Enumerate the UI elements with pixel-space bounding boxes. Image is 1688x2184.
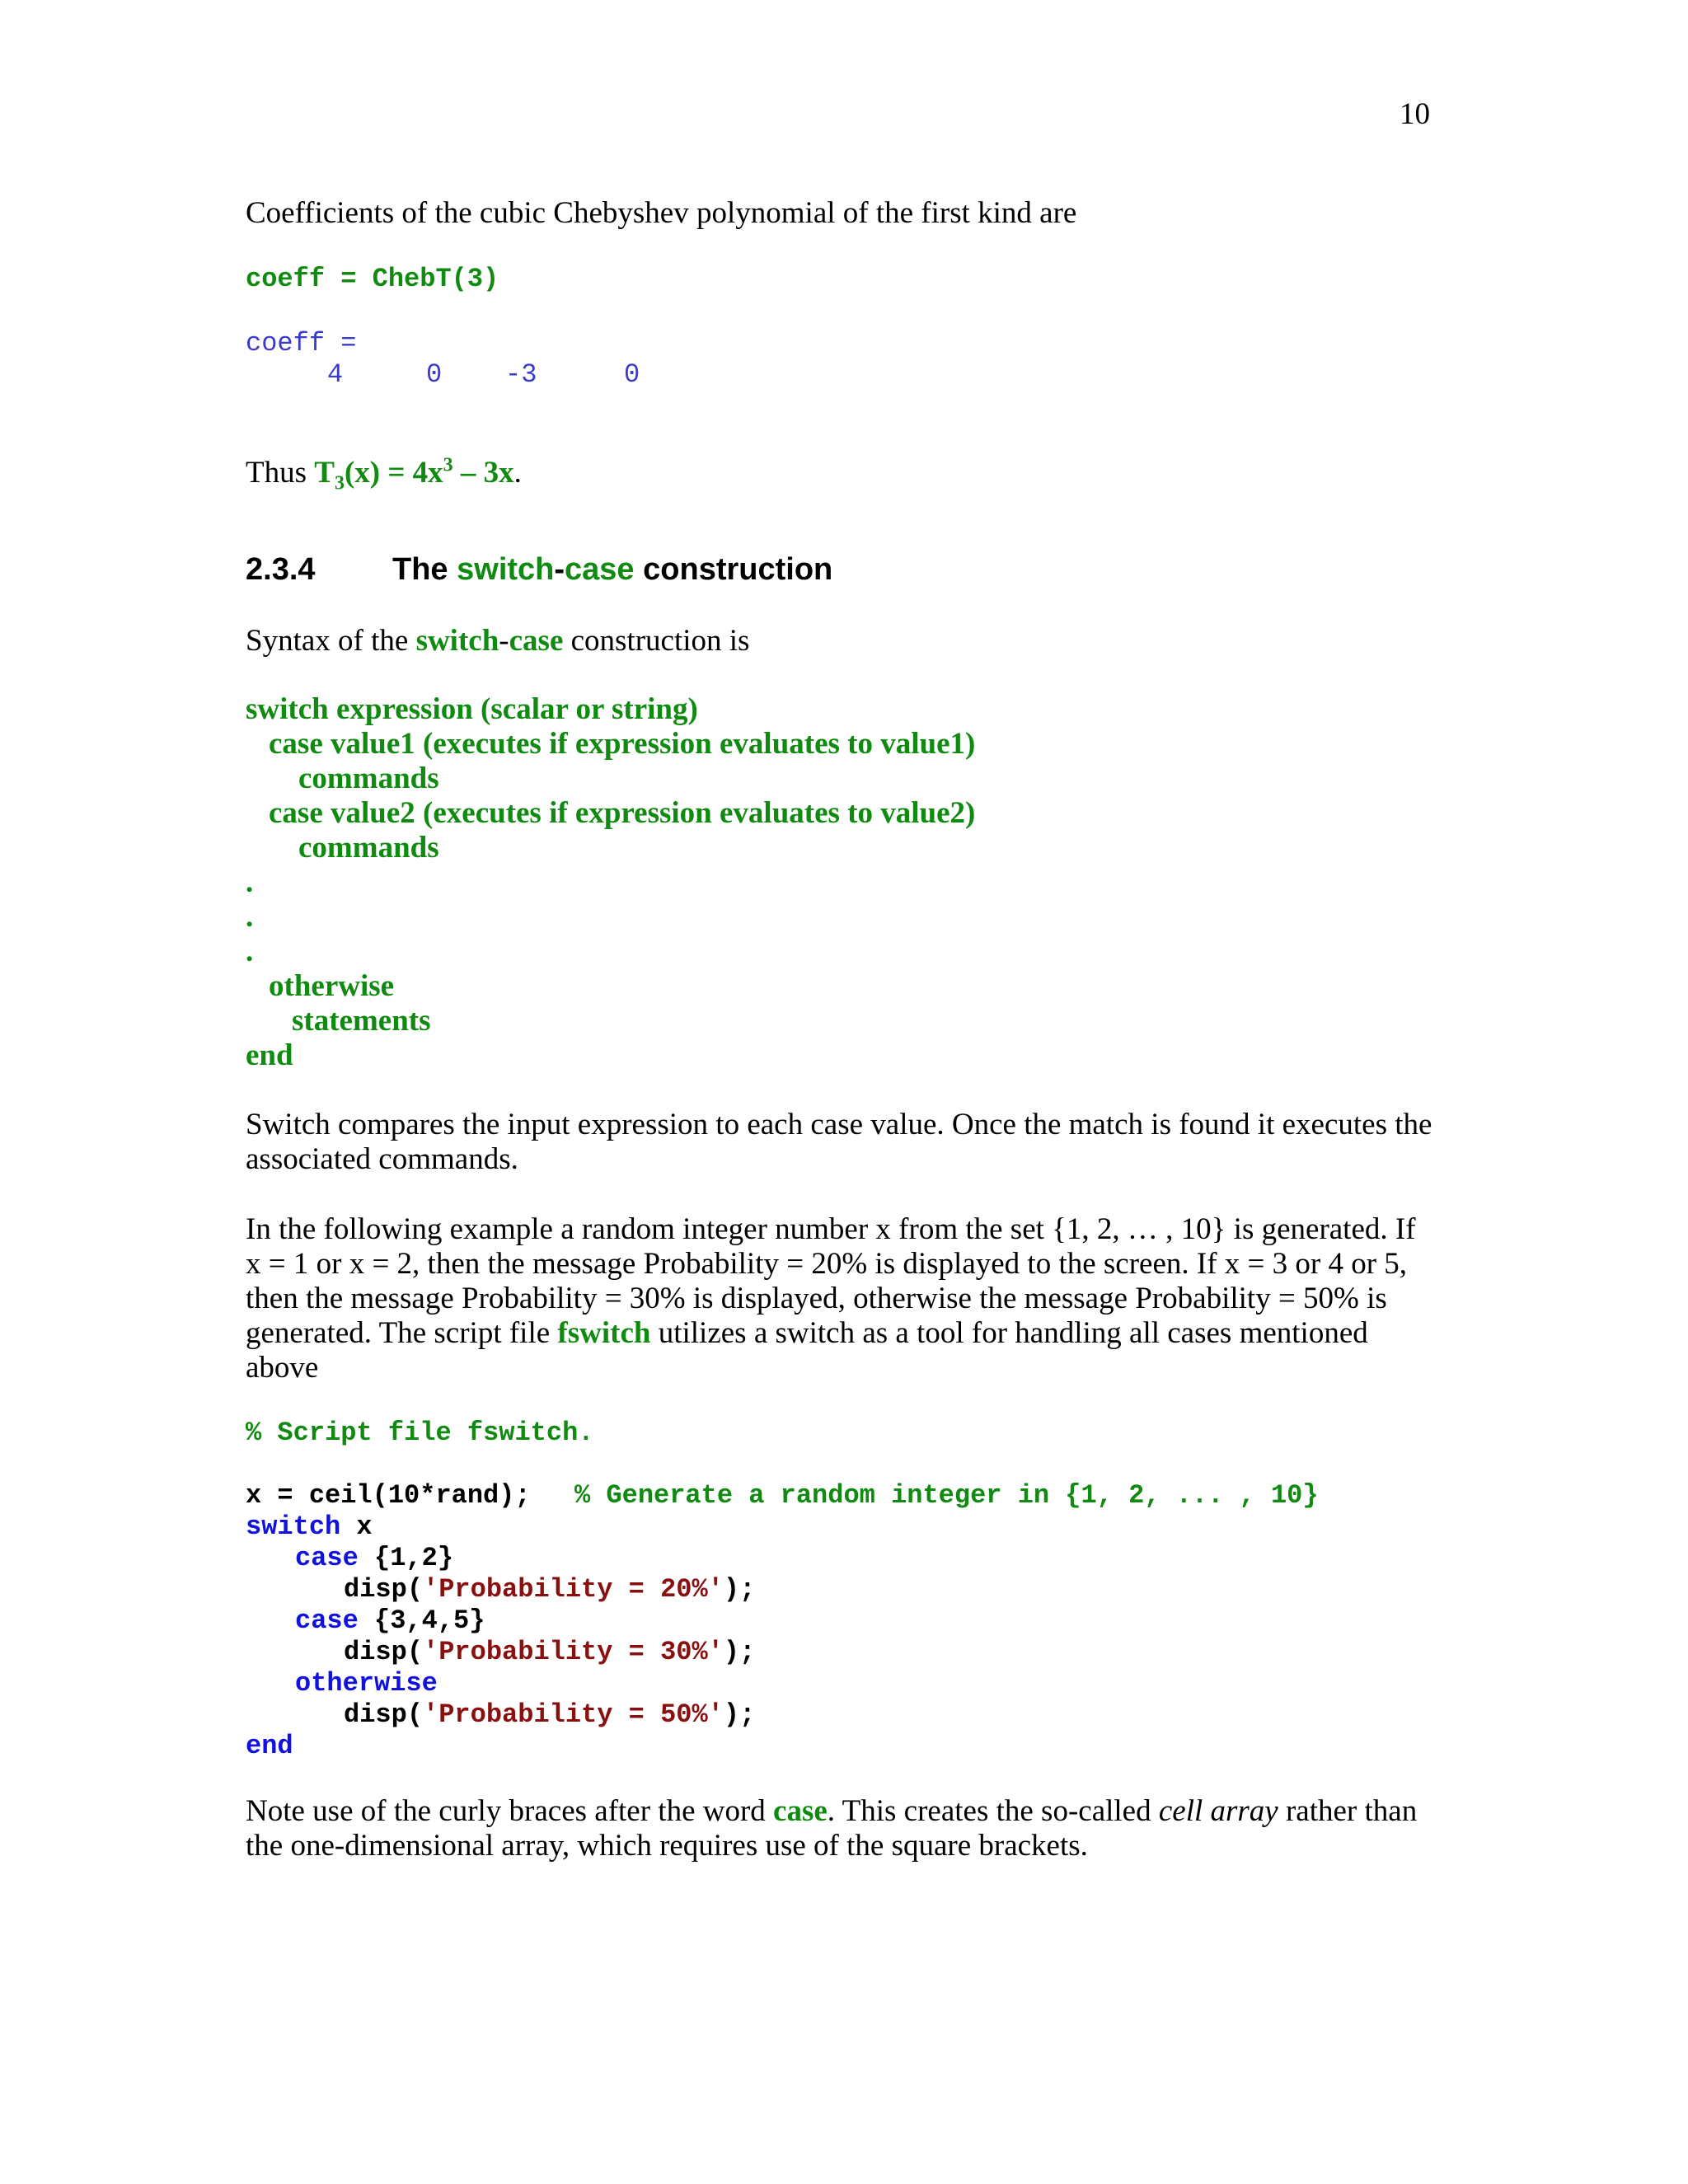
output-value-3: -3 (505, 359, 537, 390)
paragraph-example-line-2: x = 1 or x = 2, then the message Probability = 20% is displayed to the screen. If x = 3 or 4 or 5, (246, 1247, 1408, 1281)
syntax-line-end: end (246, 1038, 293, 1072)
code-line-otherwise: otherwise (295, 1668, 438, 1699)
syntax-line-commands2: commands (298, 831, 439, 865)
paragraph-example-line-3: then the message Probability = 30% is displayed, otherwise the message Probability = 50% is (246, 1282, 1387, 1315)
paragraph-example-line-4: generated. The script file fswitch utilizes a switch as a tool for handling all cases mentioned (246, 1316, 1368, 1350)
syntax-line-switch: switch expression (scalar or string) (246, 692, 698, 726)
syntax-ellipsis-dot-2: . (246, 900, 254, 934)
paragraph-example-line-5: above (246, 1351, 319, 1385)
code-line-disp1: disp('Probability = 20%'); (344, 1574, 756, 1605)
syntax-line-commands1: commands (298, 762, 439, 795)
page-number: 10 (1400, 97, 1430, 131)
note-line-2: the one-dimensional array, which requires use of the square brackets. (246, 1829, 1088, 1863)
note-line-1: Note use of the curly braces after the word case. This creates the so-called cell array rather than (246, 1794, 1418, 1828)
syntax-line-case2: case value2 (executes if expression evaluates to value2) (269, 796, 976, 830)
code-line-disp3: disp('Probability = 50%'); (344, 1699, 756, 1730)
section-number: 2.3.4 (246, 552, 316, 587)
code-line-case1: case {1,2} (295, 1543, 454, 1573)
code-line-assign: x = ceil(10*rand); (246, 1480, 531, 1511)
code-line-end: end (246, 1731, 293, 1761)
intro-text: Coefficients of the cubic Chebyshev polynomial of the first kind are (246, 196, 1077, 230)
code-line-assign-comment: % Generate a random integer in {1, 2, ... , 10} (574, 1480, 1319, 1511)
syntax-line-statements: statements (292, 1004, 431, 1038)
output-label: coeff = (246, 328, 357, 359)
output-value-1: 4 (327, 359, 344, 390)
paragraph-example-line-1: In the following example a random integer number x from the set {1, 2, … , 10} is generated. If (246, 1212, 1416, 1246)
output-value-4: 0 (624, 359, 640, 390)
syntax-line-case1: case value1 (executes if expression evaluates to value1) (269, 727, 976, 761)
code-line-switch: switch x (246, 1511, 373, 1542)
section-title: The switch-case construction (392, 552, 833, 587)
output-value-2: 0 (426, 359, 443, 390)
code-comment-header: % Script file fswitch. (246, 1418, 594, 1448)
syntax-ellipsis-dot-3: . (246, 935, 254, 968)
paragraph-switch-line-2: associated commands. (246, 1142, 518, 1176)
thus-formula: Thus $T_3(x) = 4x^3 - 3x$. (246, 454, 522, 494)
syntax-line-otherwise: otherwise (269, 969, 395, 1003)
syntax-ellipsis-dot-1: . (246, 865, 254, 899)
code-line-case2: case {3,4,5} (295, 1605, 485, 1636)
code-line-disp2: disp('Probability = 30%'); (344, 1637, 756, 1667)
command-chebt: coeff = ChebT(3) (246, 264, 499, 294)
syntax-intro: Syntax of the switch-case construction is (246, 624, 750, 658)
paragraph-switch-line-1: Switch compares the input expression to each case value. Once the match is found it executes the (246, 1108, 1432, 1141)
